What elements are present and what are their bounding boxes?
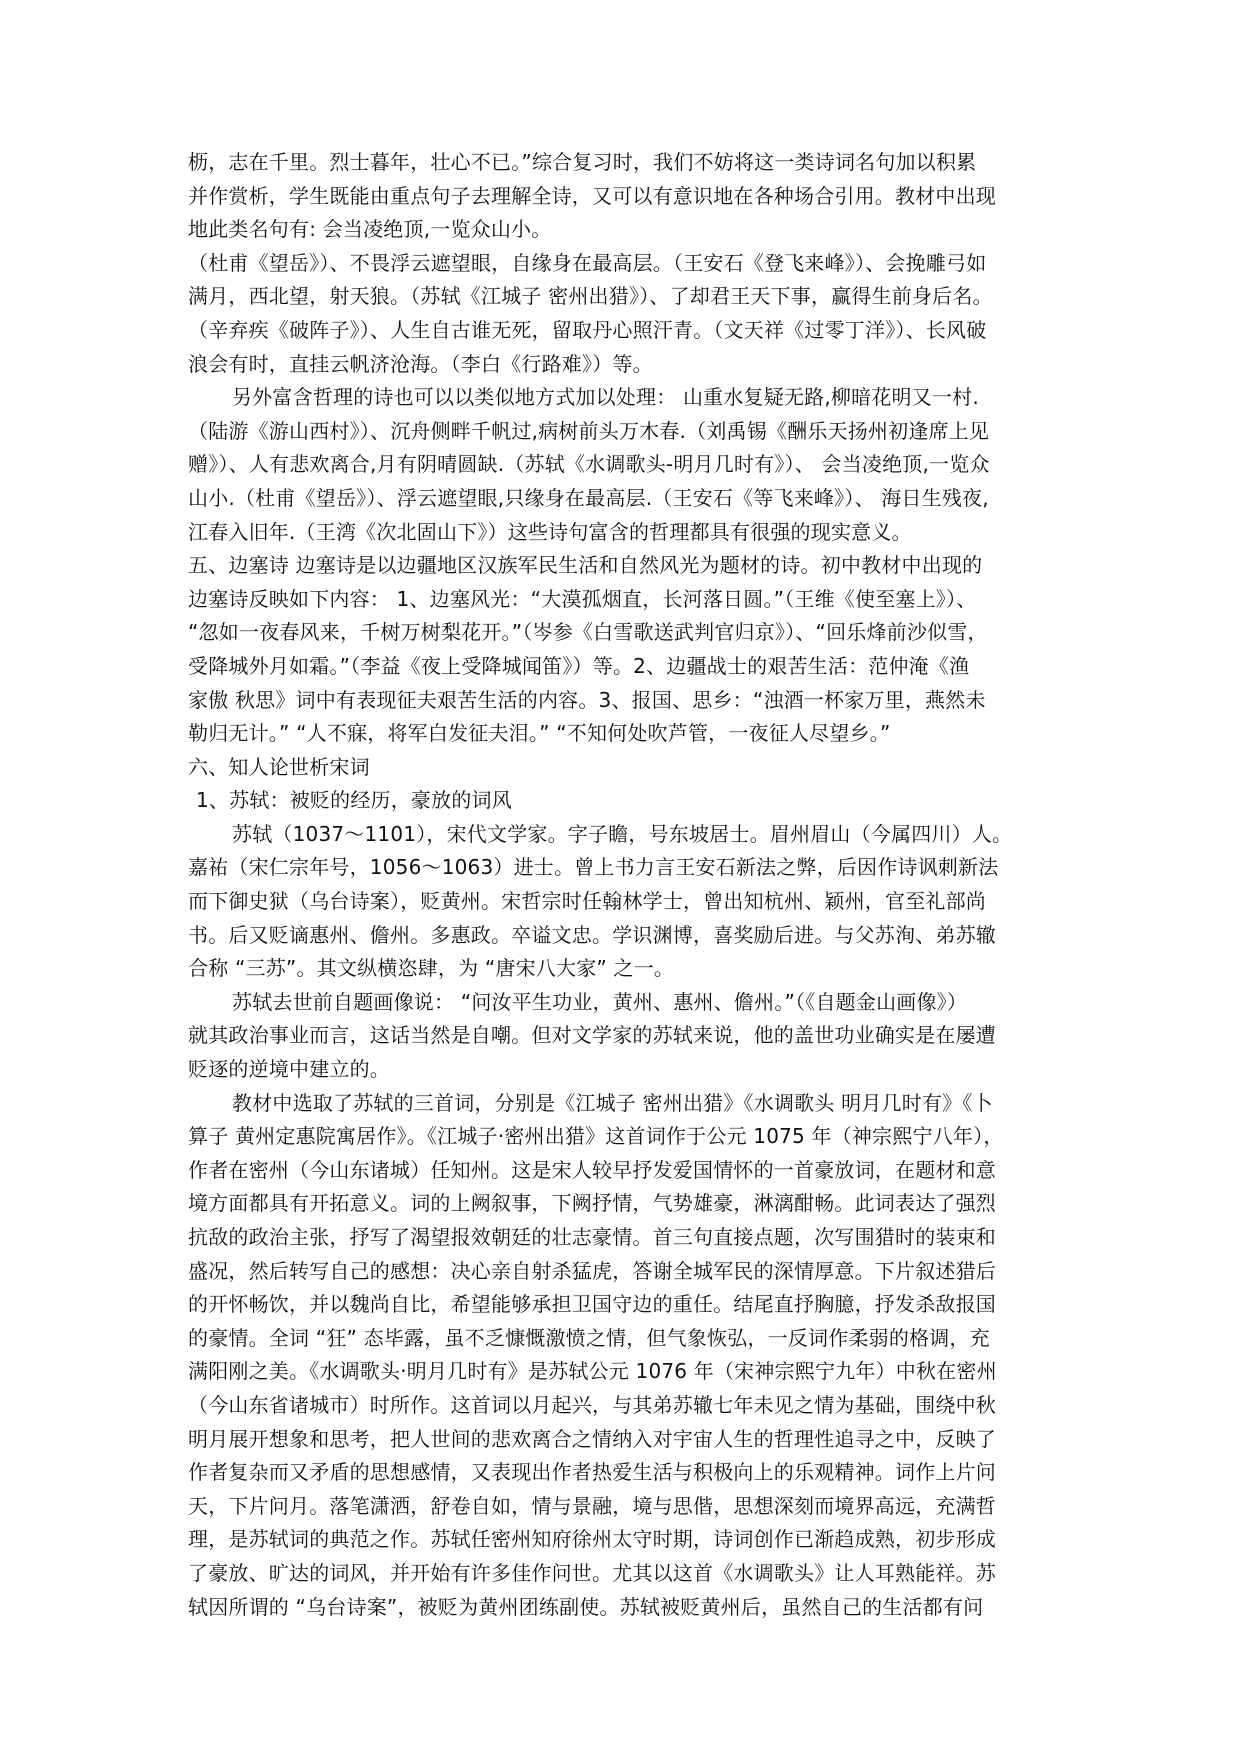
text-line: 合称 “三苏”。其文纵横恣肆，为 “唐宋八大家” 之一。 (188, 956, 675, 981)
text-line: 满阳刚之美。《水调歌头·明月几时有》是苏轼公元 1076 年（宋神宗熙宁九年）中秋在密州 (188, 1359, 997, 1384)
text-line: 盛况，然后转写自己的感想：决心亲自射杀猛虎，答谢全城军民的深情厚意。下片叙述猎后 (188, 1258, 996, 1283)
text-line: 教材中选取了苏轼的三首词，分别是《江城子 密州出猎》《水调歌头 明月几时有》《卜 (232, 1090, 993, 1115)
text-line: 算子 黄州定惠院寓居作》。《江城子·密州出猎》这首词作于公元 1075 年（神宗熙宁八年）， (188, 1124, 1004, 1149)
text-line: 作者复杂而又矛盾的思想感情，又表现出作者热爱生活与积极向上的乐观精神。词作上片问 (188, 1460, 996, 1485)
text-line: 六、知人论世析宋词 (188, 754, 370, 779)
text-line: 轼因所谓的 “乌台诗案”，被贬为黄州团练副使。苏轼被贬黄州后，虽然自己的生活都有问 (188, 1594, 984, 1619)
text-line: 枥，志在千里。烈士暮年，壮心不已。”综合复习时，我们不妨将这一类诗词名句加以积累 (188, 150, 977, 174)
text-line: 受降城外月如霜。”（李益《夜上受降城闻笛》）等。2、边疆战士的艰苦生活：范仲淹《渔 (188, 653, 970, 678)
text-line: 赠》）、人有悲欢离合,月有阴晴圆缺.（苏轼《水调歌头-明月几时有》）、 会当凌绝顶,一览众 (188, 452, 990, 477)
text-line: 五、边塞诗 边塞诗是以边疆地区汉族军民生活和自然风光为题材的诗。初中教材中出现的 (188, 553, 983, 578)
text-line: 并作赏析，学生既能由重点句子去理解全诗，又可以有意识地在各种场合引用。教材中出现 (188, 183, 996, 208)
text-line: 书。后又贬谪惠州、儋州。多惠政。卒谥文忠。学识渊博，喜奖励后进。与父苏洵、弟苏辙 (188, 922, 996, 947)
text-line: “忽如一夜春风来，千树万树梨花开。”（岑参《白雪歌送武判官归京》）、“回乐烽前沙似雪， (188, 620, 988, 645)
text-line: 地此类名句有: 会当凌绝顶,一览众山小。 (188, 217, 552, 242)
text-line: 而下御史狱（乌台诗案），贬黄州。宋哲宗时任翰林学士，曾出知杭州、颖州，官至礼部尚 (188, 889, 986, 914)
text-line: 江春入旧年.（王湾《次北固山下》）这些诗句富含的哲理都具有很强的现实意义。 (188, 519, 912, 544)
text-line: 苏轼去世前自题画像说： “问汝平生功业，黄州、惠州、儋州。”（《自题金山画像》） (232, 989, 968, 1014)
text-line: 就其政治事业而言，这话当然是自嘲。但对文学家的苏轼来说，他的盖世功业确实是在屡遭 (188, 1023, 996, 1048)
text-line: 了豪放、旷达的词风，并开始有许多佳作问世。尤其以这首《水调歌头》让人耳熟能祥。苏 (188, 1560, 996, 1585)
text-line: 苏轼（1037～1101），宋代文学家。字子瞻，号东坡居士。眉州眉山（今属四川）人。 (232, 821, 1013, 846)
text-line: 满月，西北望，射天狼。（苏轼《江城子 密州出猎》）、了却君王天下事，赢得生前身后名。 (188, 284, 993, 309)
text-line: 勒归无计。” “人不寐，将军白发征夫泪。” “不知何处吹芦管，一夜征人尽望乡。” (188, 721, 891, 746)
document-body (188, 146, 1054, 1624)
text-line: 明月展开想象和思考，把人世间的悲欢离合之情纳入对宇宙人生的哲理性追寻之中，反映了 (188, 1426, 996, 1451)
text-line: （今山东省诸城市）时所作。这首词以月起兴，与其弟苏辙七年未见之情为基础，围绕中秋 (188, 1392, 996, 1417)
text-line: 家傲 秋思》词中有表现征夫艰苦生活的内容。3、报国、思乡：“浊酒一杯家万里，燕然未 (188, 687, 986, 712)
text-line: 天，下片问月。落笔潇洒，舒卷自如，情与景融，境与思偕，思想深刻而境界高远，充满哲 (188, 1493, 996, 1518)
text-line: 另外富含哲理的诗也可以以类似地方式加以处理： 山重水复疑无路,柳暗花明又一村. (232, 385, 979, 410)
text-line: 嘉祐（宋仁宗年号，1056～1063）进士。曾上书力言王安石新法之弊，后因作诗讽刺新法 (188, 855, 999, 880)
text-line: 的开怀畅饮，并以魏尚自比，希望能够承担卫国守边的重任。结尾直抒胸臆，抒发杀敌报国 (188, 1292, 996, 1317)
text-line: 理，是苏轼词的典范之作。苏轼任密州知府徐州太守时期，诗词创作已渐趋成熟，初步形成 (188, 1527, 996, 1552)
text-line: 境方面都具有开拓意义。词的上阙叙事，下阙抒情，气势雄豪，淋漓酣畅。此词表达了强烈 (188, 1191, 996, 1216)
text-line: 的豪情。全词 “狂” 态毕露，虽不乏慷慨激愤之情，但气象恢弘，一反词作柔弱的格调，充 (188, 1325, 990, 1350)
text-line: 1、苏轼：被贬的经历，豪放的词风 (196, 788, 512, 813)
text-line: （杜甫《望岳》）、不畏浮云遮望眼，自缘身在最高层。（王安石《登飞来峰》）、会挽雕弓如 (188, 250, 987, 275)
text-line: （辛弃疾《破阵子》）、人生自古谁无死，留取丹心照汗青。（文天祥《过零丁洋》）、长风破 (188, 317, 987, 342)
text-line: （陆游《游山西村》）、沉舟侧畔千帆过,病树前头万木春.（刘禹锡《酬乐天扬州初逢席上见 (188, 418, 990, 443)
text-line: 作者在密州（今山东诸城）任知州。这是宋人较早抒发爱国情怀的一首豪放词，在题材和意 (188, 1157, 996, 1182)
text-line: 浪会有时，直挂云帆济沧海。（李白《行路难》）等。 (188, 351, 653, 376)
text-line: 边塞诗反映如下内容： 1、边塞风光：“大漠孤烟直，长河落日圆。”（王维《使至塞上》）、 (188, 586, 977, 611)
text-line: 山小.（杜甫《望岳》）、浮云遮望眼,只缘身在最高层.（王安石《等飞来峰》）、 海日生残夜, (188, 485, 989, 510)
text-line: 抗敌的政治主张，抒写了渴望报效朝廷的壮志豪情。首三句直接点题，次写围猎时的装束和 (188, 1225, 996, 1249)
text-line: 贬逐的逆境中建立的。 (188, 1057, 390, 1082)
